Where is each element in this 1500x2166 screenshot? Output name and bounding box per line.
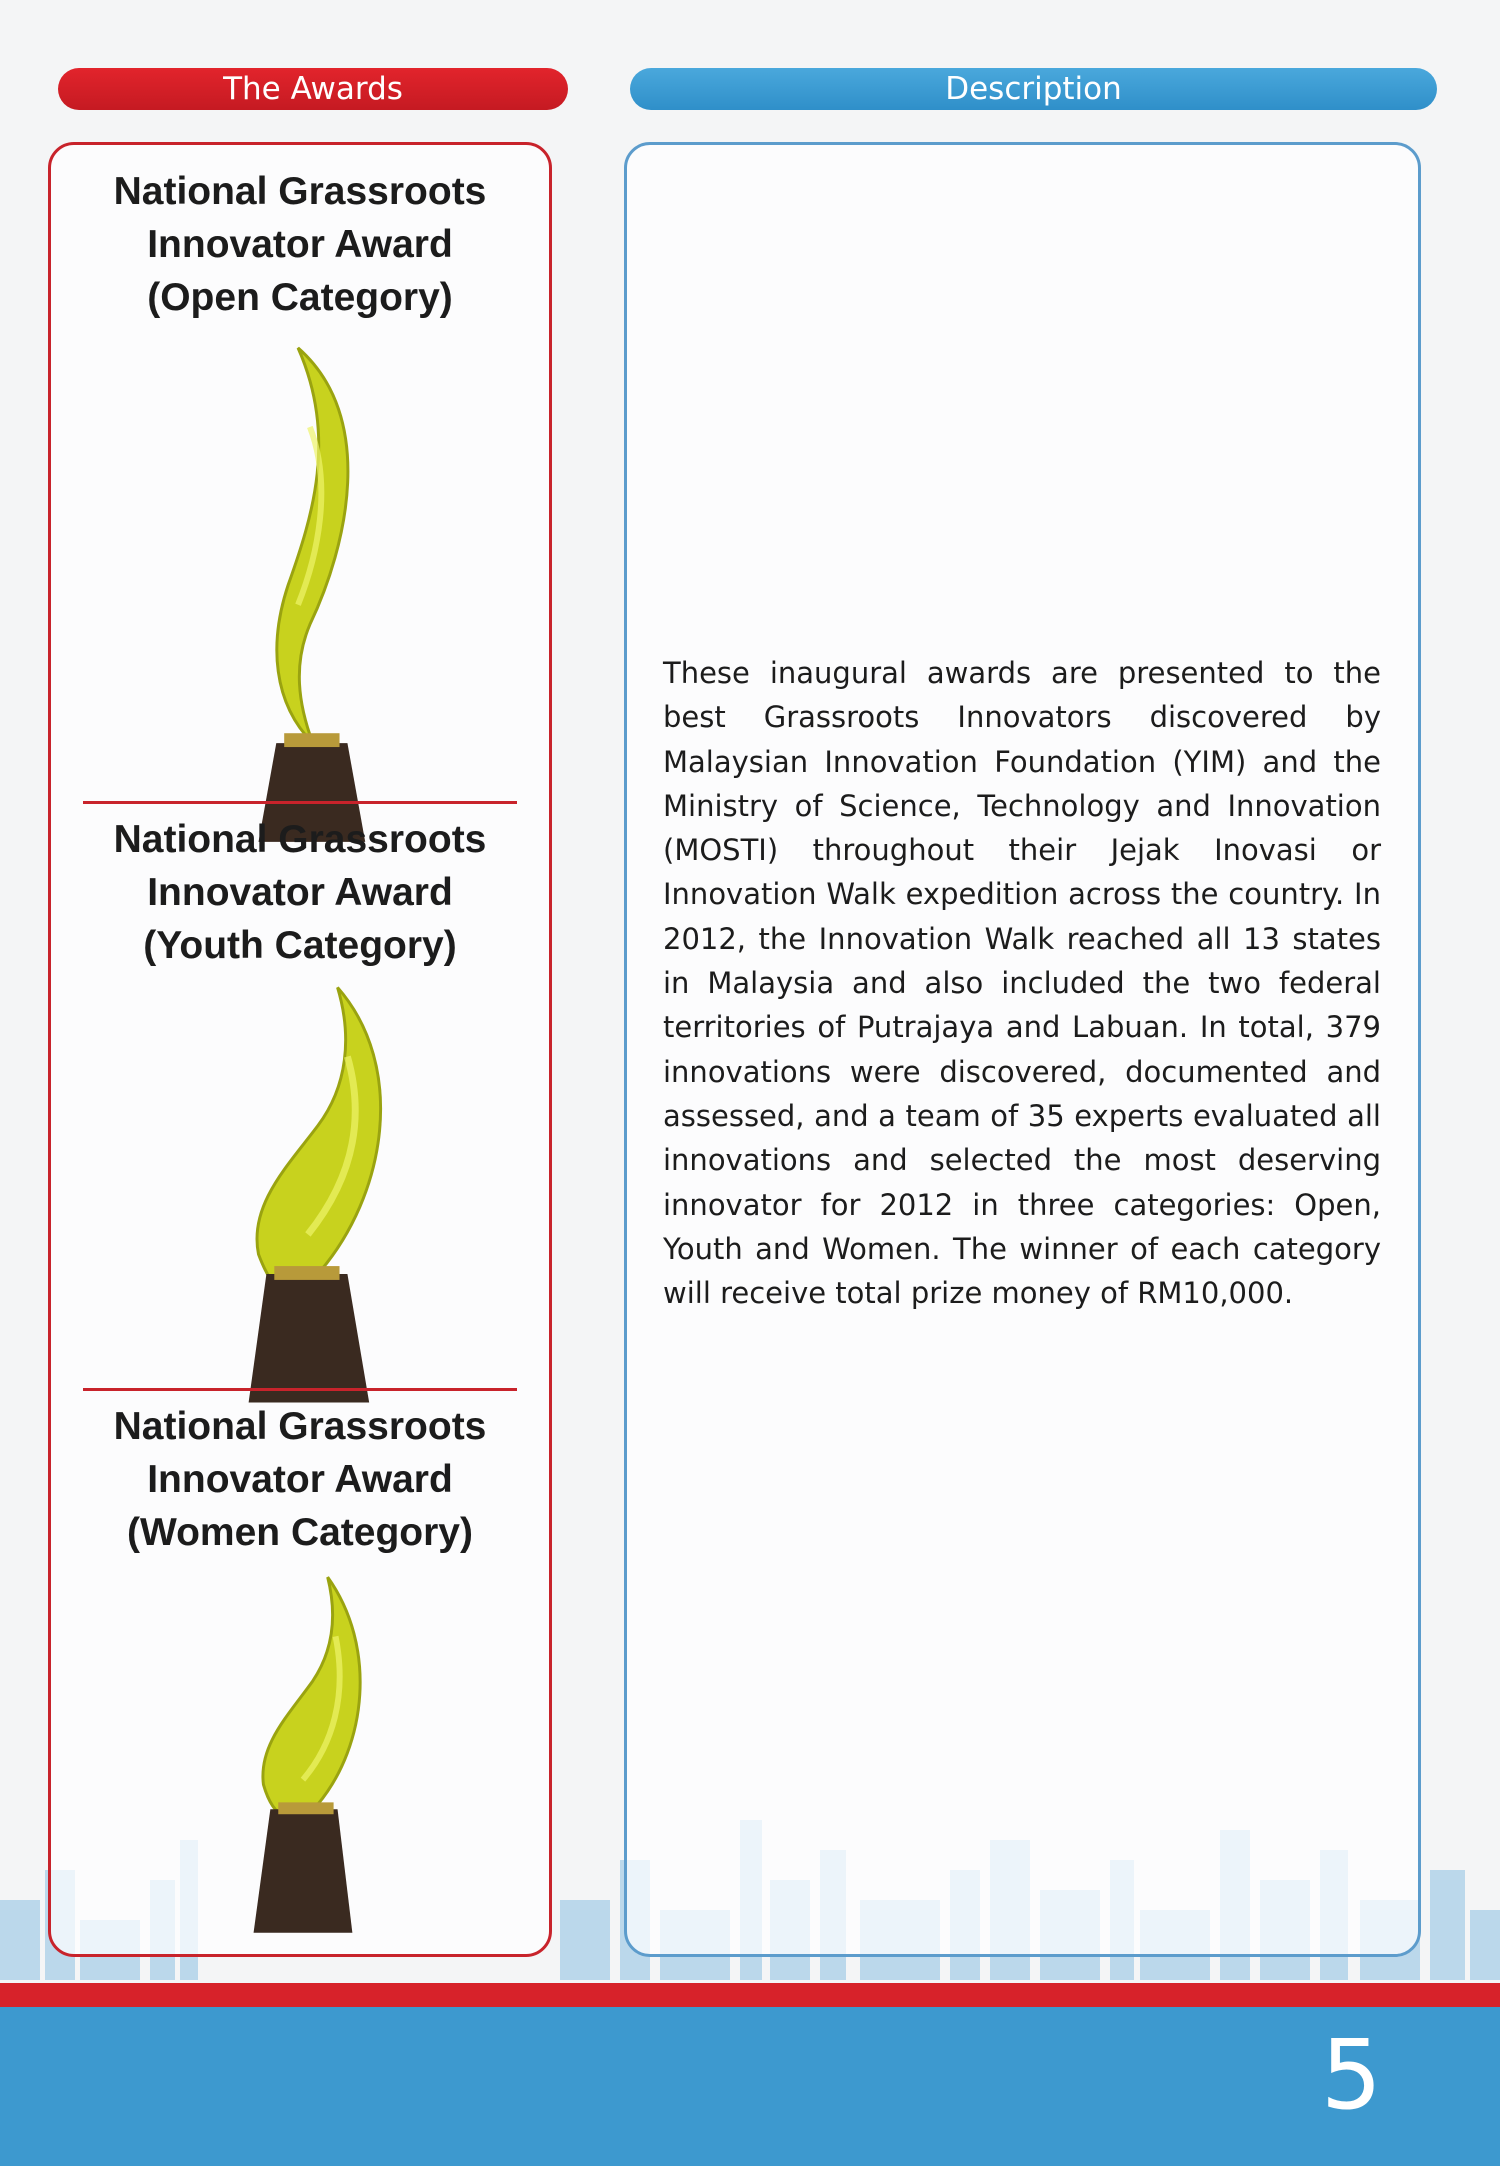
awards-panel (48, 142, 552, 1957)
award-divider (83, 1388, 517, 1391)
award-title-line: National Grassroots (113, 818, 487, 861)
footer-red-stripe (0, 1983, 1500, 2007)
award-open-category (51, 165, 549, 324)
award-title-line: National Grassroots (113, 170, 487, 213)
description-text: These inaugural awards are presented to the best Grassroots Innovators discovered by Malaysian Innovation Foundation (YIM) and the Ministry of Science, Technology and Innovation (MOSTI) throughout their Jejak Inovasi or Innovation Walk expedition across the country. In 2012, the Innovation Walk reached all 13 states in Malaysia and also included the two federal territories of Putrajaya and Labuan. In total, 379 innovations were discovered, documented and assessed, and a team of 35 experts evaluated all innovations and selected the most deserving innovator for 2012 in three categories: Open, Youth and Women. The winner of each category will receive total prize money of RM10,000. (663, 656, 1381, 1311)
description-header: Description (630, 68, 1437, 110)
footer-blue-band (0, 2007, 1500, 2166)
the-awards-header: The Awards (58, 68, 568, 110)
award-title-line: (Youth Category) (143, 924, 457, 967)
award-title-line: National Grassroots (113, 1405, 487, 1448)
trophy-open-icon (51, 325, 549, 845)
award-title-line: (Women Category) (127, 1511, 473, 1554)
trophy-women-icon (51, 1565, 549, 1935)
award-women-category (51, 1400, 549, 1559)
trophy-youth-icon (51, 975, 549, 1405)
description-panel (624, 142, 1421, 1957)
award-title-line: Innovator Award (147, 871, 453, 914)
page-number: 5 (1320, 2019, 1382, 2131)
award-title-line: Innovator Award (147, 1458, 453, 1501)
award-divider (83, 801, 517, 804)
award-title-line: Innovator Award (147, 223, 453, 266)
award-youth-category (51, 813, 549, 972)
award-title-line: (Open Category) (147, 276, 453, 319)
